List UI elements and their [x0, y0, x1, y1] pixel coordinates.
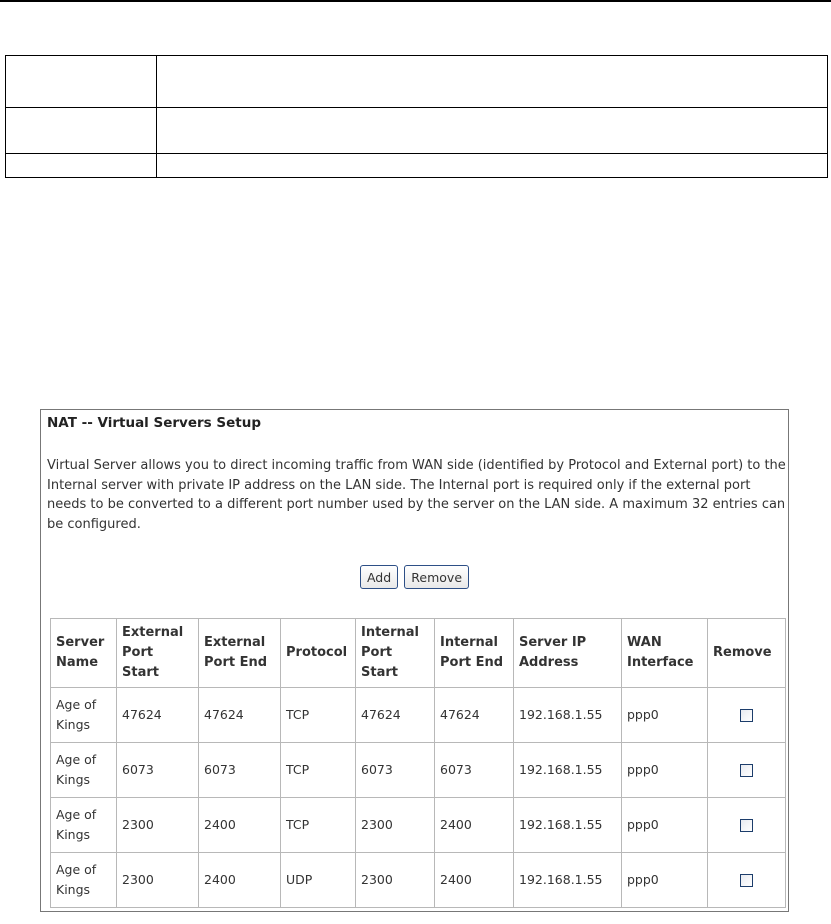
cell-remove — [708, 853, 786, 908]
cell-wan-interface: ppp0 — [622, 798, 708, 853]
cell-external-port-end: 2400 — [199, 798, 281, 853]
cell-server-ip: 192.168.1.55 — [514, 743, 622, 798]
column-header-external-port-start: External Port Start — [117, 619, 199, 688]
cell-protocol: TCP — [281, 798, 356, 853]
table-row — [51, 853, 786, 908]
cell-internal-port-end: 47624 — [435, 688, 514, 743]
cell-external-port-end: 2400 — [199, 853, 281, 908]
document-table-row — [6, 154, 828, 178]
remove-checkbox[interactable] — [740, 764, 753, 777]
document-table-row — [6, 108, 828, 154]
cell-external-port-start: 47624 — [117, 688, 199, 743]
button-row — [41, 565, 788, 589]
column-header-wan-interface: WAN Interface — [622, 619, 708, 688]
cell-protocol: TCP — [281, 743, 356, 798]
column-header-server-ip: Server IP Address — [514, 619, 622, 688]
column-header-internal-port-end: Internal Port End — [435, 619, 514, 688]
table-row — [51, 688, 786, 743]
cell-server-ip: 192.168.1.55 — [514, 688, 622, 743]
cell-server-name: Age of Kings — [51, 798, 117, 853]
column-header-protocol: Protocol — [281, 619, 356, 688]
cell-internal-port-end: 6073 — [435, 743, 514, 798]
cell-internal-port-start: 2300 — [356, 853, 435, 908]
cell-internal-port-start: 6073 — [356, 743, 435, 798]
document-table-row — [6, 56, 828, 108]
remove-button[interactable]: Remove — [404, 565, 469, 589]
add-button[interactable]: Add — [360, 565, 398, 589]
cell-internal-port-end: 2400 — [435, 798, 514, 853]
column-header-remove: Remove — [708, 619, 786, 688]
table-header-row — [51, 619, 786, 688]
page-description: Virtual Server allows you to direct incoming traffic from WAN side (identified by Protocol and External port) to the Internal server with private IP address on the LAN side. The Internal port is required only if the external port needs to be converted to a different port number used by the server on the LAN side. A maximum 32 entries can be configured. — [47, 458, 786, 532]
cell-wan-interface: ppp0 — [622, 743, 708, 798]
cell-server-ip: 192.168.1.55 — [514, 798, 622, 853]
virtual-servers-table — [50, 618, 786, 908]
cell-server-ip: 192.168.1.55 — [514, 853, 622, 908]
cell-internal-port-start: 47624 — [356, 688, 435, 743]
column-header-internal-port-start: Internal Port Start — [356, 619, 435, 688]
cell-remove — [708, 743, 786, 798]
cell-external-port-start: 2300 — [117, 798, 199, 853]
cell-server-name: Age of Kings — [51, 743, 117, 798]
column-header-server-name: Server Name — [51, 619, 117, 688]
cell-protocol: UDP — [281, 853, 356, 908]
cell-wan-interface: ppp0 — [622, 853, 708, 908]
table-row — [51, 743, 786, 798]
table-row — [51, 798, 786, 853]
cell-remove — [708, 798, 786, 853]
cell-external-port-end: 6073 — [199, 743, 281, 798]
column-header-external-port-end: External Port End — [199, 619, 281, 688]
cell-internal-port-end: 2400 — [435, 853, 514, 908]
cell-remove — [708, 688, 786, 743]
page-title: NAT -- Virtual Servers Setup — [47, 415, 262, 431]
virtual-servers-panel — [40, 409, 789, 912]
cell-external-port-end: 47624 — [199, 688, 281, 743]
cell-wan-interface: ppp0 — [622, 688, 708, 743]
top-rule — [0, 0, 831, 2]
cell-server-name: Age of Kings — [51, 853, 117, 908]
remove-checkbox[interactable] — [740, 709, 753, 722]
document-table — [5, 55, 828, 178]
cell-server-name: Age of Kings — [51, 688, 117, 743]
cell-protocol: TCP — [281, 688, 356, 743]
remove-checkbox[interactable] — [740, 819, 753, 832]
cell-internal-port-start: 2300 — [356, 798, 435, 853]
cell-external-port-start: 2300 — [117, 853, 199, 908]
cell-external-port-start: 6073 — [117, 743, 199, 798]
remove-checkbox[interactable] — [740, 874, 753, 887]
